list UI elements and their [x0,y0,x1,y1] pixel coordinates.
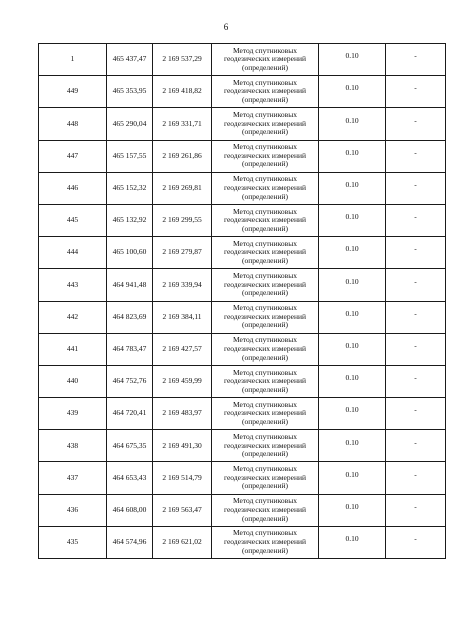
note-cell [386,44,446,76]
accuracy-value: 0.10 [345,501,359,511]
note-value: - [414,83,417,93]
method-line: геодезических измерений [223,54,307,64]
method-line: Метод спутниковых [232,142,298,152]
table-row [39,462,446,494]
method-line: Метод спутниковых [232,464,298,474]
method-line: Метод спутниковых [232,335,298,345]
method-cell [212,204,319,236]
method-line: геодезических измерений [223,247,307,257]
method-cell [212,494,319,526]
note-cell [386,269,446,301]
note-cell [386,398,446,430]
method-line: геодезических измерений [223,408,307,418]
method-line: Метод спутниковых [232,367,298,377]
method-cell [212,44,319,76]
method-line: (определений) [242,159,288,169]
y-coordinate-cell: 2 169 418,82 [153,76,212,108]
accuracy-cell [319,333,386,365]
x-coordinate-cell: 464 675,35 [107,430,153,462]
method-line: Метод спутниковых [232,270,298,280]
note-value: - [414,244,417,254]
method-line: (определений) [242,545,288,555]
method-line: геодезических измерений [223,343,307,353]
method-line: Метод спутниковых [232,45,298,55]
point-number-cell: 446 [39,172,107,204]
point-number-cell: 437 [39,462,107,494]
method-line: Метод спутниковых [232,399,298,409]
note-cell [386,204,446,236]
accuracy-cell [319,269,386,301]
method-line: Метод спутниковых [232,238,298,248]
accuracy-cell [319,237,386,269]
table-row [39,44,446,76]
method-line: (определений) [242,288,288,298]
method-line: Метод спутниковых [232,528,298,538]
accuracy-value: 0.10 [345,51,359,61]
table-row [39,108,446,140]
accuracy-value: 0.10 [345,180,359,190]
note-value: - [414,115,417,125]
accuracy-cell [319,44,386,76]
y-coordinate-cell: 2 169 514,79 [153,462,212,494]
note-cell [386,301,446,333]
accuracy-value: 0.10 [345,276,359,286]
point-number-cell: 448 [39,108,107,140]
note-value: - [414,212,417,222]
method-line: (определений) [242,449,288,459]
method-cell [212,76,319,108]
method-cell [212,237,319,269]
method-cell [212,430,319,462]
x-coordinate-cell: 465 152,32 [107,172,153,204]
accuracy-value: 0.10 [345,244,359,254]
note-value: - [414,534,417,544]
accuracy-value: 0.10 [345,373,359,383]
point-number-cell: 442 [39,301,107,333]
note-value: - [414,276,417,286]
table-row [39,365,446,397]
method-line: Метод спутниковых [232,303,298,313]
x-coordinate-cell: 464 574,96 [107,526,153,558]
y-coordinate-cell: 2 169 279,87 [153,237,212,269]
method-line: геодезических измерений [223,118,307,128]
y-coordinate-cell: 2 169 269,81 [153,172,212,204]
method-line: геодезических измерений [223,537,307,547]
y-coordinate-cell: 2 169 563,47 [153,494,212,526]
accuracy-value: 0.10 [345,437,359,447]
note-cell [386,76,446,108]
x-coordinate-cell: 464 823,69 [107,301,153,333]
method-line: Метод спутниковых [232,206,298,216]
point-number-cell: 441 [39,333,107,365]
method-cell [212,333,319,365]
method-line: (определений) [242,416,288,426]
method-line: (определений) [242,95,288,105]
y-coordinate-cell: 2 169 537,29 [153,44,212,76]
note-cell [386,108,446,140]
note-value: - [414,51,417,61]
method-line: (определений) [242,384,288,394]
y-coordinate-cell: 2 169 384,11 [153,301,212,333]
accuracy-cell [319,301,386,333]
method-cell [212,140,319,172]
y-coordinate-cell: 2 169 491,30 [153,430,212,462]
table-row [39,237,446,269]
note-cell [386,333,446,365]
x-coordinate-cell: 465 353,95 [107,76,153,108]
note-value: - [414,373,417,383]
point-number-cell: 447 [39,140,107,172]
accuracy-cell [319,462,386,494]
table-row [39,140,446,172]
note-cell [386,172,446,204]
point-number-cell: 435 [39,526,107,558]
method-line: Метод спутниковых [232,431,298,441]
coordinates-table-body [39,44,446,559]
note-value: - [414,469,417,479]
x-coordinate-cell: 465 437,47 [107,44,153,76]
accuracy-cell [319,204,386,236]
method-cell [212,172,319,204]
note-cell [386,237,446,269]
accuracy-cell [319,140,386,172]
page-number: 6 [223,22,229,32]
note-value: - [414,437,417,447]
table-row [39,526,446,558]
method-line: геодезических измерений [223,215,307,225]
note-value: - [414,340,417,350]
y-coordinate-cell: 2 169 483,97 [153,398,212,430]
table-row [39,494,446,526]
method-line: геодезических измерений [223,311,307,321]
method-line: геодезических измерений [223,150,307,160]
y-coordinate-cell: 2 169 459,99 [153,365,212,397]
y-coordinate-cell: 2 169 299,55 [153,204,212,236]
point-number-cell: 445 [39,204,107,236]
method-line: геодезических измерений [223,376,307,386]
method-line: (определений) [242,320,288,330]
method-cell [212,398,319,430]
accuracy-cell [319,108,386,140]
method-cell [212,462,319,494]
note-cell [386,462,446,494]
method-line: (определений) [242,481,288,491]
point-number-cell: 1 [39,44,107,76]
point-number-cell: 440 [39,365,107,397]
method-line: геодезических измерений [223,440,307,450]
note-cell [386,365,446,397]
accuracy-value: 0.10 [345,83,359,93]
table-row [39,269,446,301]
table-row [39,301,446,333]
method-cell [212,526,319,558]
method-line: Метод спутниковых [232,77,298,87]
point-number-cell: 436 [39,494,107,526]
y-coordinate-cell: 2 169 621,02 [153,526,212,558]
accuracy-cell [319,76,386,108]
method-cell [212,269,319,301]
accuracy-value: 0.10 [345,147,359,157]
method-line: (определений) [242,513,288,523]
method-line: геодезических измерений [223,472,307,482]
accuracy-cell [319,172,386,204]
note-value: - [414,405,417,415]
accuracy-value: 0.10 [345,534,359,544]
method-line: Метод спутниковых [232,110,298,120]
method-line: (определений) [242,223,288,233]
accuracy-value: 0.10 [345,115,359,125]
x-coordinate-cell: 464 783,47 [107,333,153,365]
method-line: геодезических измерений [223,504,307,514]
table-row [39,333,446,365]
point-number-cell: 449 [39,76,107,108]
table-row [39,430,446,462]
y-coordinate-cell: 2 169 261,86 [153,140,212,172]
accuracy-value: 0.10 [345,469,359,479]
y-coordinate-cell: 2 169 331,71 [153,108,212,140]
method-line: геодезических измерений [223,86,307,96]
accuracy-cell [319,494,386,526]
note-value: - [414,180,417,190]
point-number-cell: 444 [39,237,107,269]
x-coordinate-cell: 464 752,76 [107,365,153,397]
point-number-cell: 438 [39,430,107,462]
note-cell [386,430,446,462]
method-line: (определений) [242,127,288,137]
table-row [39,398,446,430]
method-cell [212,108,319,140]
y-coordinate-cell: 2 169 339,94 [153,269,212,301]
x-coordinate-cell: 465 132,92 [107,204,153,236]
y-coordinate-cell: 2 169 427,57 [153,333,212,365]
accuracy-cell [319,365,386,397]
method-line: геодезических измерений [223,183,307,193]
point-number-cell: 439 [39,398,107,430]
accuracy-cell [319,430,386,462]
method-line: (определений) [242,62,288,72]
note-value: - [414,308,417,318]
accuracy-value: 0.10 [345,405,359,415]
method-line: Метод спутниковых [232,496,298,506]
coordinates-table [38,43,446,559]
note-cell [386,140,446,172]
method-cell [212,365,319,397]
accuracy-value: 0.10 [345,308,359,318]
x-coordinate-cell: 464 941,48 [107,269,153,301]
method-line: (определений) [242,256,288,266]
x-coordinate-cell: 464 653,43 [107,462,153,494]
method-cell [212,301,319,333]
note-value: - [414,147,417,157]
accuracy-cell [319,398,386,430]
note-cell [386,494,446,526]
x-coordinate-cell: 465 157,55 [107,140,153,172]
accuracy-value: 0.10 [345,340,359,350]
note-cell [386,526,446,558]
method-line: (определений) [242,191,288,201]
accuracy-cell [319,526,386,558]
table-row [39,172,446,204]
method-line: геодезических измерений [223,279,307,289]
table-row [39,204,446,236]
point-number-cell: 443 [39,269,107,301]
table-row [39,76,446,108]
note-value: - [414,501,417,511]
method-line: Метод спутниковых [232,174,298,184]
x-coordinate-cell: 465 290,04 [107,108,153,140]
x-coordinate-cell: 464 608,00 [107,494,153,526]
method-line: (определений) [242,352,288,362]
x-coordinate-cell: 464 720,41 [107,398,153,430]
x-coordinate-cell: 465 100,60 [107,237,153,269]
accuracy-value: 0.10 [345,212,359,222]
